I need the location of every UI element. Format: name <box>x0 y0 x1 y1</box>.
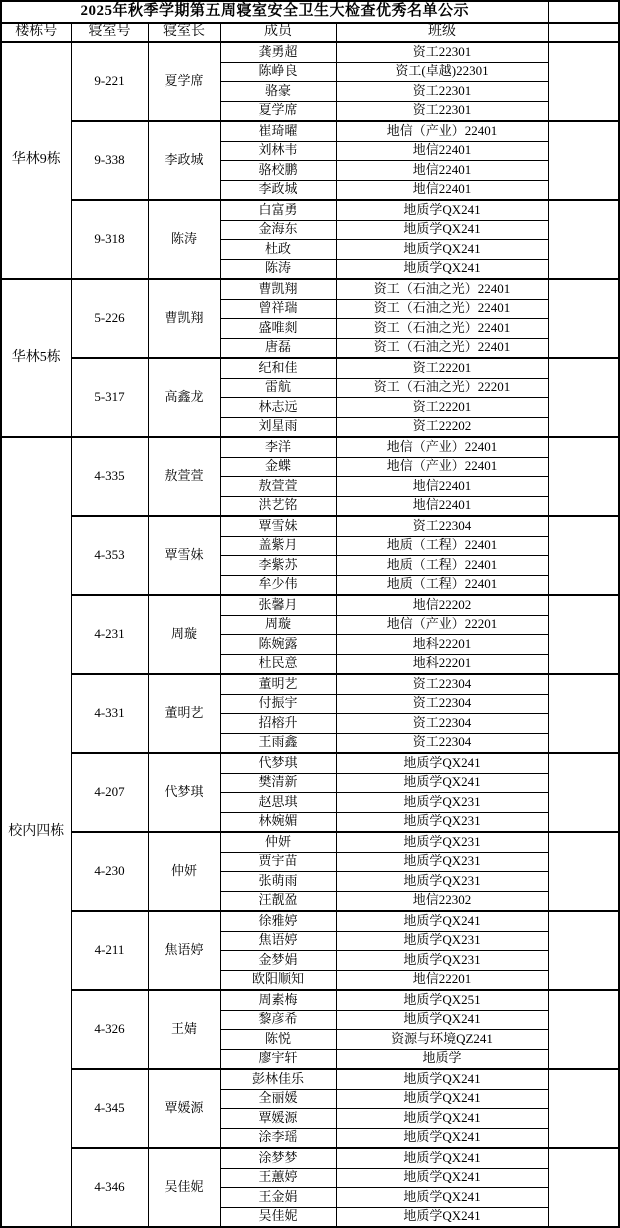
extra-cell <box>548 42 619 121</box>
leader-cell: 李政城 <box>148 121 220 200</box>
member-name-cell: 欧阳顺知 <box>220 970 336 990</box>
member-name-cell: 全丽媛 <box>220 1089 336 1109</box>
member-name-cell: 李紫苏 <box>220 556 336 576</box>
member-name-cell: 纪和佳 <box>220 358 336 378</box>
leader-cell: 夏学席 <box>148 42 220 121</box>
room-cell: 9-221 <box>71 42 148 121</box>
leader-cell: 敖萱萱 <box>148 437 220 516</box>
member-name-cell: 涂李瑶 <box>220 1128 336 1148</box>
member-name-cell: 金蝶 <box>220 457 336 477</box>
member-class-cell: 地信22201 <box>336 970 548 990</box>
member-name-cell: 盖紫月 <box>220 536 336 556</box>
member-name-cell: 仲妍 <box>220 832 336 852</box>
member-class-cell: 地质学QX241 <box>336 911 548 931</box>
building-cell: 华林9栋 <box>1 42 71 279</box>
member-name-cell: 王蕙婷 <box>220 1168 336 1188</box>
title-extra-cell <box>548 1 619 23</box>
member-row <box>1 1148 619 1168</box>
room-cell: 4-231 <box>71 595 148 674</box>
member-name-cell: 陈峥良 <box>220 62 336 82</box>
room-cell: 4-331 <box>71 674 148 753</box>
room-cell: 5-317 <box>71 358 148 437</box>
member-name-cell: 刘林韦 <box>220 141 336 161</box>
member-name-cell: 汪靓盈 <box>220 891 336 911</box>
member-row <box>1 1069 619 1089</box>
member-name-cell: 招榕升 <box>220 714 336 734</box>
member-row <box>1 595 619 615</box>
member-name-cell: 杜政 <box>220 240 336 260</box>
member-name-cell: 刘星雨 <box>220 417 336 437</box>
member-row <box>1 437 619 457</box>
col-header-room: 寝室号 <box>71 23 148 42</box>
member-class-cell: 资工22301 <box>336 82 548 102</box>
member-class-cell: 地信（产业）22401 <box>336 121 548 141</box>
member-class-cell: 资工（石油之光）22401 <box>336 319 548 339</box>
member-name-cell: 白富勇 <box>220 200 336 220</box>
member-name-cell: 廖宇轩 <box>220 1049 336 1069</box>
member-name-cell: 唐磊 <box>220 338 336 358</box>
member-class-cell: 地质学 <box>336 1049 548 1069</box>
leader-cell: 覃雪妹 <box>148 516 220 595</box>
member-class-cell: 地质学QX231 <box>336 812 548 832</box>
room-cell: 4-230 <box>71 832 148 911</box>
extra-cell <box>548 121 619 200</box>
member-name-cell: 董明艺 <box>220 674 336 694</box>
member-name-cell: 周璇 <box>220 615 336 635</box>
member-name-cell: 徐雅婷 <box>220 911 336 931</box>
member-row <box>1 516 619 536</box>
member-name-cell: 龚勇超 <box>220 42 336 62</box>
extra-cell <box>548 358 619 437</box>
member-row <box>1 358 619 378</box>
member-name-cell: 骆豪 <box>220 82 336 102</box>
member-name-cell: 李政城 <box>220 180 336 200</box>
member-name-cell: 彭林佳乐 <box>220 1069 336 1089</box>
member-class-cell: 地质学QX241 <box>336 1089 548 1109</box>
member-name-cell: 崔琦曜 <box>220 121 336 141</box>
member-row <box>1 911 619 931</box>
member-name-cell: 周素梅 <box>220 990 336 1010</box>
member-name-cell: 林志远 <box>220 398 336 418</box>
member-row <box>1 42 619 62</box>
member-class-cell: 地质学QX241 <box>336 1010 548 1030</box>
leader-cell: 曹凯翔 <box>148 279 220 358</box>
member-class-cell: 地质学QX241 <box>336 1188 548 1208</box>
member-class-cell: 资源与环境QZ241 <box>336 1030 548 1050</box>
member-class-cell: 地信（产业）22401 <box>336 437 548 457</box>
member-class-cell: 地信22401 <box>336 141 548 161</box>
member-class-cell: 资工（石油之光）22401 <box>336 299 548 319</box>
member-name-cell: 曹凯翔 <box>220 279 336 299</box>
leader-cell: 王婧 <box>148 990 220 1069</box>
extra-cell <box>548 516 619 595</box>
member-class-cell: 地信22202 <box>336 595 548 615</box>
room-cell: 4-335 <box>71 437 148 516</box>
member-row <box>1 279 619 299</box>
member-class-cell: 资工22201 <box>336 358 548 378</box>
member-class-cell: 地质学QX231 <box>336 931 548 951</box>
member-row <box>1 200 619 220</box>
table-body <box>1 42 619 1227</box>
leader-cell: 吴佳妮 <box>148 1148 220 1227</box>
member-name-cell: 张萌雨 <box>220 872 336 892</box>
member-name-cell: 吴佳妮 <box>220 1207 336 1227</box>
member-class-cell: 地质学QX241 <box>336 200 548 220</box>
extra-cell <box>548 200 619 279</box>
building-cell: 校内四栋 <box>1 437 71 1227</box>
extra-cell <box>548 1069 619 1148</box>
member-class-cell: 地质学QX241 <box>336 1128 548 1148</box>
extra-cell <box>548 990 619 1069</box>
member-class-cell: 资工22304 <box>336 733 548 753</box>
member-class-cell: 地信22401 <box>336 477 548 497</box>
member-row <box>1 990 619 1010</box>
room-cell: 4-207 <box>71 753 148 832</box>
extra-cell <box>548 279 619 358</box>
member-class-cell: 资工22301 <box>336 101 548 121</box>
member-class-cell: 地质学QX241 <box>336 773 548 793</box>
member-class-cell: 地质学QX241 <box>336 240 548 260</box>
leader-cell: 陈涛 <box>148 200 220 279</box>
member-name-cell: 杜民意 <box>220 654 336 674</box>
member-class-cell: 地质学QX241 <box>336 220 548 240</box>
member-class-cell: 地质（工程）22401 <box>336 556 548 576</box>
leader-cell: 仲妍 <box>148 832 220 911</box>
member-name-cell: 王金娟 <box>220 1188 336 1208</box>
extra-cell <box>548 1148 619 1227</box>
member-class-cell: 地质学QX231 <box>336 852 548 872</box>
member-name-cell: 黎彦希 <box>220 1010 336 1030</box>
member-name-cell: 金梦娟 <box>220 951 336 971</box>
member-class-cell: 资工22304 <box>336 714 548 734</box>
member-class-cell: 地信22401 <box>336 496 548 516</box>
member-row <box>1 121 619 141</box>
member-name-cell: 骆校鹏 <box>220 161 336 181</box>
member-class-cell: 地信（产业）22401 <box>336 457 548 477</box>
member-row <box>1 753 619 773</box>
room-cell: 4-346 <box>71 1148 148 1227</box>
extra-cell <box>548 911 619 990</box>
col-header-member: 成员 <box>220 23 336 42</box>
member-row <box>1 832 619 852</box>
member-row <box>1 674 619 694</box>
leader-cell: 代梦琪 <box>148 753 220 832</box>
member-name-cell: 张馨月 <box>220 595 336 615</box>
member-name-cell: 金海东 <box>220 220 336 240</box>
member-class-cell: 资工22304 <box>336 674 548 694</box>
leader-cell: 周璇 <box>148 595 220 674</box>
member-class-cell: 地质（工程）22401 <box>336 536 548 556</box>
leader-cell: 高鑫龙 <box>148 358 220 437</box>
member-class-cell: 地质学QX231 <box>336 872 548 892</box>
member-class-cell: 地质学QX241 <box>336 1207 548 1227</box>
member-name-cell: 付振宇 <box>220 694 336 714</box>
member-class-cell: 资工（石油之光）22401 <box>336 338 548 358</box>
member-name-cell: 夏学席 <box>220 101 336 121</box>
member-name-cell: 陈婉露 <box>220 635 336 655</box>
member-class-cell: 地质学QX231 <box>336 832 548 852</box>
member-class-cell: 地信22302 <box>336 891 548 911</box>
member-class-cell: 地质学QX251 <box>336 990 548 1010</box>
member-class-cell: 地信22401 <box>336 180 548 200</box>
member-name-cell: 雷航 <box>220 378 336 398</box>
member-name-cell: 牟少伟 <box>220 575 336 595</box>
extra-cell <box>548 832 619 911</box>
member-name-cell: 王雨鑫 <box>220 733 336 753</box>
member-class-cell: 地质学QX241 <box>336 1148 548 1168</box>
room-cell: 9-318 <box>71 200 148 279</box>
member-class-cell: 地质学QX241 <box>336 1168 548 1188</box>
room-cell: 4-353 <box>71 516 148 595</box>
member-class-cell: 资工22304 <box>336 516 548 536</box>
member-class-cell: 资工22202 <box>336 417 548 437</box>
leader-cell: 焦语婷 <box>148 911 220 990</box>
member-class-cell: 地质学QX241 <box>336 753 548 773</box>
member-class-cell: 地信22401 <box>336 161 548 181</box>
extra-cell <box>548 595 619 674</box>
header-row <box>1 23 619 42</box>
room-cell: 4-326 <box>71 990 148 1069</box>
col-header-extra <box>548 23 619 42</box>
member-class-cell: 地信（产业）22201 <box>336 615 548 635</box>
col-header-leader: 寝室长 <box>148 23 220 42</box>
building-cell: 华林5栋 <box>1 279 71 437</box>
member-class-cell: 地科22201 <box>336 654 548 674</box>
room-cell: 5-226 <box>71 279 148 358</box>
member-name-cell: 陈悦 <box>220 1030 336 1050</box>
member-name-cell: 李洋 <box>220 437 336 457</box>
member-class-cell: 资工22201 <box>336 398 548 418</box>
member-name-cell: 洪艺铭 <box>220 496 336 516</box>
member-name-cell: 赵思琪 <box>220 793 336 813</box>
member-name-cell: 覃雪妹 <box>220 516 336 536</box>
member-name-cell: 盛唯剡 <box>220 319 336 339</box>
member-class-cell: 资工（石油之光）22201 <box>336 378 548 398</box>
member-class-cell: 资工(卓越)22301 <box>336 62 548 82</box>
member-name-cell: 涂梦梦 <box>220 1148 336 1168</box>
extra-cell <box>548 437 619 516</box>
member-class-cell: 地质（工程）22401 <box>336 575 548 595</box>
member-class-cell: 资工22301 <box>336 42 548 62</box>
col-header-class: 班级 <box>336 23 548 42</box>
member-class-cell: 地质学QX231 <box>336 793 548 813</box>
room-cell: 9-338 <box>71 121 148 200</box>
leader-cell: 覃媛源 <box>148 1069 220 1148</box>
member-name-cell: 贾宇苗 <box>220 852 336 872</box>
leader-cell: 董明艺 <box>148 674 220 753</box>
extra-cell <box>548 674 619 753</box>
member-class-cell: 资工（石油之光）22401 <box>336 279 548 299</box>
member-class-cell: 资工22304 <box>336 694 548 714</box>
room-cell: 4-211 <box>71 911 148 990</box>
member-name-cell: 林婉媚 <box>220 812 336 832</box>
member-class-cell: 地科22201 <box>336 635 548 655</box>
room-cell: 4-345 <box>71 1069 148 1148</box>
member-class-cell: 地质学QX241 <box>336 1069 548 1089</box>
page-title: 2025年秋季学期第五周寝室安全卫生大检查优秀名单公示 <box>1 1 548 23</box>
member-name-cell: 敖萱萱 <box>220 477 336 497</box>
title-row <box>1 1 619 23</box>
extra-cell <box>548 753 619 832</box>
member-name-cell: 覃媛源 <box>220 1109 336 1129</box>
member-name-cell: 代梦琪 <box>220 753 336 773</box>
member-class-cell: 地质学QX231 <box>336 951 548 971</box>
member-name-cell: 樊清新 <box>220 773 336 793</box>
col-header-building: 楼栋号 <box>1 23 71 42</box>
member-name-cell: 焦语婷 <box>220 931 336 951</box>
member-name-cell: 曾祥瑞 <box>220 299 336 319</box>
member-class-cell: 地质学QX241 <box>336 259 548 279</box>
member-name-cell: 陈涛 <box>220 259 336 279</box>
member-class-cell: 地质学QX241 <box>336 1109 548 1129</box>
